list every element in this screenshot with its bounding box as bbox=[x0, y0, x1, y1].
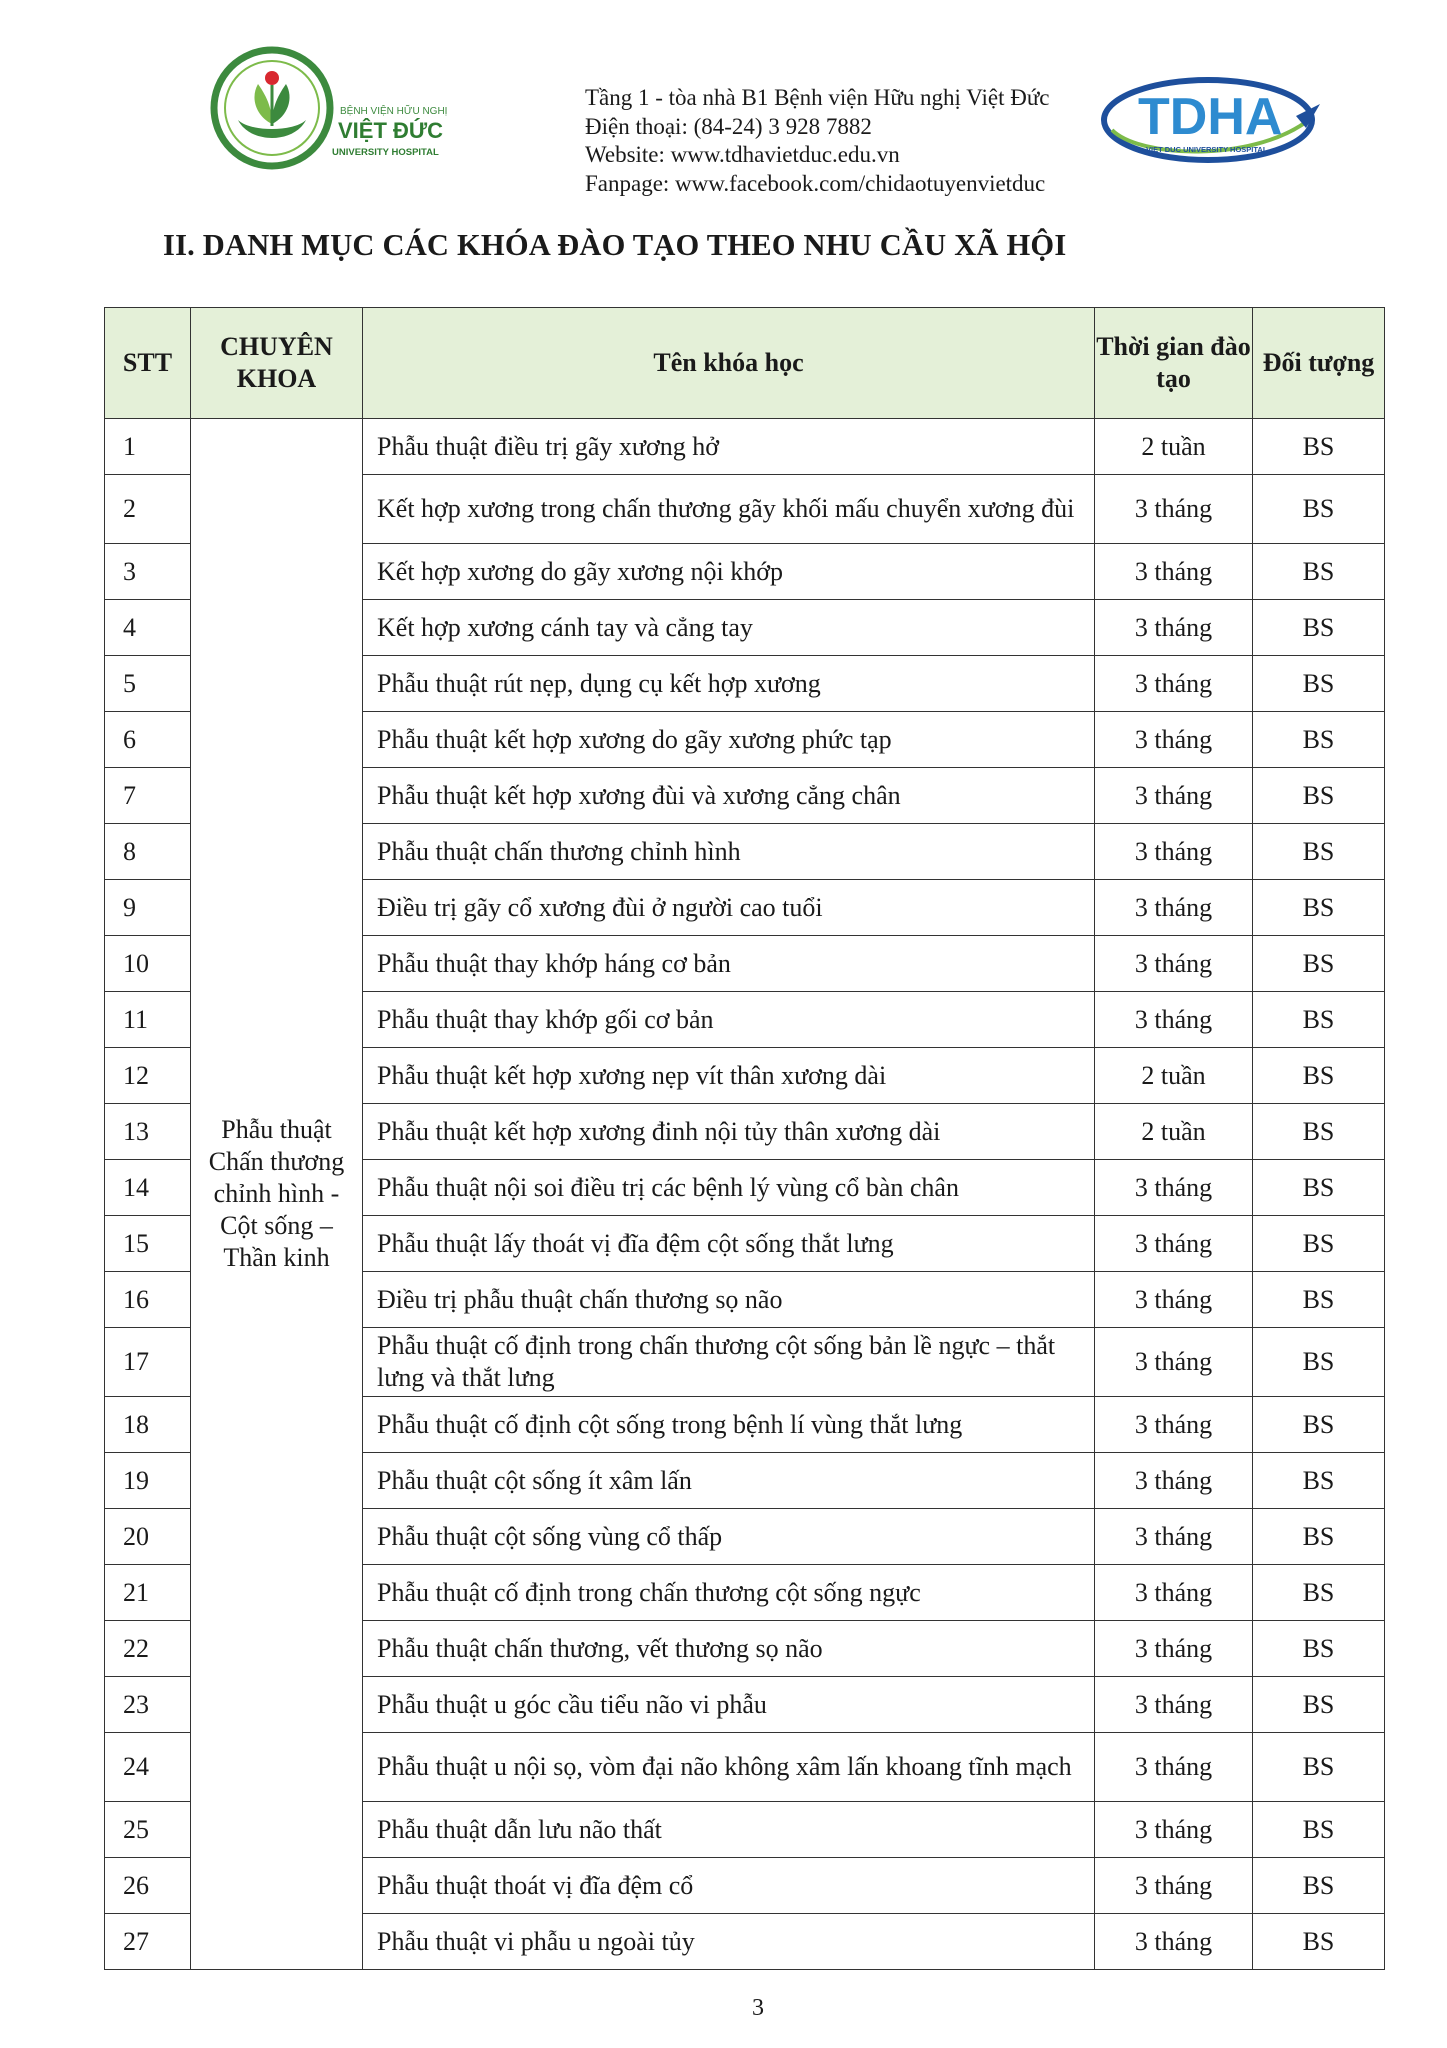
row-course-name: Kết hợp xương trong chấn thương gãy khối mấu chuyển xương đùi bbox=[363, 475, 1095, 544]
contact-info bbox=[585, 84, 1050, 198]
row-target: BS bbox=[1253, 1272, 1385, 1328]
row-course-name: Phẫu thuật kết hợp xương đinh nội tủy thân xương dài bbox=[363, 1104, 1095, 1160]
row-course-name: Phẫu thuật kết hợp xương do gãy xương phức tạp bbox=[363, 712, 1095, 768]
row-duration: 3 tháng bbox=[1095, 1802, 1253, 1858]
row-stt: 12 bbox=[105, 1048, 191, 1104]
row-target: BS bbox=[1253, 1048, 1385, 1104]
row-course-name: Phẫu thuật cố định cột sống trong bệnh lí vùng thắt lưng bbox=[363, 1397, 1095, 1453]
header-target: Đối tượng bbox=[1253, 308, 1385, 419]
row-target: BS bbox=[1253, 1509, 1385, 1565]
row-duration: 3 tháng bbox=[1095, 824, 1253, 880]
row-duration: 3 tháng bbox=[1095, 936, 1253, 992]
row-course-name: Phẫu thuật vi phẫu u ngoài tủy bbox=[363, 1914, 1095, 1970]
row-target: BS bbox=[1253, 992, 1385, 1048]
row-course-name: Phẫu thuật chấn thương, vết thương sọ não bbox=[363, 1621, 1095, 1677]
row-duration: 3 tháng bbox=[1095, 1565, 1253, 1621]
row-duration: 3 tháng bbox=[1095, 1914, 1253, 1970]
row-course-name: Phẫu thuật dẫn lưu não thất bbox=[363, 1802, 1095, 1858]
row-stt: 21 bbox=[105, 1565, 191, 1621]
header-stt: STT bbox=[105, 308, 191, 419]
row-duration: 3 tháng bbox=[1095, 1453, 1253, 1509]
tdha-wordmark: TDHA bbox=[1138, 88, 1283, 146]
row-duration: 2 tuần bbox=[1095, 419, 1253, 475]
row-target: BS bbox=[1253, 768, 1385, 824]
row-target: BS bbox=[1253, 936, 1385, 992]
row-stt: 23 bbox=[105, 1677, 191, 1733]
specialty-cell: Phẫu thuật Chấn thương chỉnh hình - Cột sống – Thần kinh bbox=[191, 419, 363, 1970]
row-duration: 3 tháng bbox=[1095, 475, 1253, 544]
row-duration: 3 tháng bbox=[1095, 600, 1253, 656]
row-duration: 3 tháng bbox=[1095, 768, 1253, 824]
row-target: BS bbox=[1253, 1677, 1385, 1733]
row-course-name: Phẫu thuật u nội sọ, vòm đại não không xâm lấn khoang tĩnh mạch bbox=[363, 1733, 1095, 1802]
table-row bbox=[105, 419, 1385, 475]
row-duration: 2 tuần bbox=[1095, 1048, 1253, 1104]
row-stt: 1 bbox=[105, 419, 191, 475]
row-target: BS bbox=[1253, 1802, 1385, 1858]
table-body bbox=[105, 419, 1385, 1970]
row-target: BS bbox=[1253, 544, 1385, 600]
tdha-subtitle: VIET DUC UNIVERSITY HOSPITAL bbox=[1146, 145, 1268, 154]
section-title: II. DANH MỤC CÁC KHÓA ĐÀO TẠO THEO NHU CẦU XÃ HỘI bbox=[163, 228, 1067, 262]
row-duration: 2 tuần bbox=[1095, 1104, 1253, 1160]
header-duration: Thời gian đào tạo bbox=[1095, 308, 1253, 419]
row-duration: 3 tháng bbox=[1095, 1509, 1253, 1565]
phone-line: Điện thoại: (84-24) 3 928 7882 bbox=[585, 113, 872, 139]
row-duration: 3 tháng bbox=[1095, 1733, 1253, 1802]
row-target: BS bbox=[1253, 1160, 1385, 1216]
logo-caption-top: BỆNH VIỆN HỮU NGHỊ bbox=[340, 106, 448, 117]
row-stt: 26 bbox=[105, 1858, 191, 1914]
row-target: BS bbox=[1253, 1397, 1385, 1453]
row-stt: 19 bbox=[105, 1453, 191, 1509]
row-stt: 13 bbox=[105, 1104, 191, 1160]
viet-duc-hospital-logo bbox=[210, 42, 460, 177]
row-target: BS bbox=[1253, 600, 1385, 656]
row-duration: 3 tháng bbox=[1095, 1397, 1253, 1453]
row-stt: 6 bbox=[105, 712, 191, 768]
logo-caption-main: VIỆT ĐỨC bbox=[338, 118, 444, 143]
row-target: BS bbox=[1253, 1453, 1385, 1509]
row-duration: 3 tháng bbox=[1095, 1677, 1253, 1733]
header-specialty: CHUYÊN KHOA bbox=[191, 308, 363, 419]
row-target: BS bbox=[1253, 712, 1385, 768]
row-duration: 3 tháng bbox=[1095, 1858, 1253, 1914]
row-course-name: Phẫu thuật rút nẹp, dụng cụ kết hợp xương bbox=[363, 656, 1095, 712]
row-stt: 8 bbox=[105, 824, 191, 880]
row-course-name: Phẫu thuật cột sống vùng cổ thấp bbox=[363, 1509, 1095, 1565]
row-course-name: Phẫu thuật cột sống ít xâm lấn bbox=[363, 1453, 1095, 1509]
row-stt: 18 bbox=[105, 1397, 191, 1453]
row-target: BS bbox=[1253, 880, 1385, 936]
row-duration: 3 tháng bbox=[1095, 1621, 1253, 1677]
row-course-name: Phẫu thuật kết hợp xương đùi và xương cẳng chân bbox=[363, 768, 1095, 824]
row-duration: 3 tháng bbox=[1095, 712, 1253, 768]
row-stt: 9 bbox=[105, 880, 191, 936]
row-course-name: Phẫu thuật nội soi điều trị các bệnh lý vùng cổ bàn chân bbox=[363, 1160, 1095, 1216]
row-duration: 3 tháng bbox=[1095, 1160, 1253, 1216]
tdha-logo bbox=[1100, 58, 1322, 168]
row-target: BS bbox=[1253, 1565, 1385, 1621]
row-course-name: Kết hợp xương cánh tay và cẳng tay bbox=[363, 600, 1095, 656]
row-course-name: Phẫu thuật cố định trong chấn thương cột sống ngực bbox=[363, 1565, 1095, 1621]
row-target: BS bbox=[1253, 656, 1385, 712]
row-course-name: Điều trị phẫu thuật chấn thương sọ não bbox=[363, 1272, 1095, 1328]
row-stt: 3 bbox=[105, 544, 191, 600]
row-duration: 3 tháng bbox=[1095, 992, 1253, 1048]
row-stt: 25 bbox=[105, 1802, 191, 1858]
address-line: Tầng 1 - tòa nhà B1 Bệnh viện Hữu nghị Việt Đức bbox=[585, 85, 1050, 110]
row-target: BS bbox=[1253, 1104, 1385, 1160]
row-stt: 17 bbox=[105, 1328, 191, 1397]
row-course-name: Phẫu thuật thay khớp gối cơ bản bbox=[363, 992, 1095, 1048]
row-stt: 24 bbox=[105, 1733, 191, 1802]
row-course-name: Kết hợp xương do gãy xương nội khớp bbox=[363, 544, 1095, 600]
row-stt: 22 bbox=[105, 1621, 191, 1677]
row-course-name: Điều trị gãy cổ xương đùi ở người cao tuổi bbox=[363, 880, 1095, 936]
row-stt: 4 bbox=[105, 600, 191, 656]
row-course-name: Phẫu thuật thay khớp háng cơ bản bbox=[363, 936, 1095, 992]
table-header-row bbox=[105, 308, 1385, 419]
row-stt: 16 bbox=[105, 1272, 191, 1328]
row-stt: 5 bbox=[105, 656, 191, 712]
row-target: BS bbox=[1253, 1621, 1385, 1677]
row-course-name: Phẫu thuật kết hợp xương nẹp vít thân xương dài bbox=[363, 1048, 1095, 1104]
logo-caption-bottom: UNIVERSITY HOSPITAL bbox=[332, 147, 439, 158]
row-course-name: Phẫu thuật cố định trong chấn thương cột sống bản lề ngực – thắt lưng và thắt lưng bbox=[363, 1328, 1095, 1397]
row-duration: 3 tháng bbox=[1095, 880, 1253, 936]
row-target: BS bbox=[1253, 1733, 1385, 1802]
row-stt: 27 bbox=[105, 1914, 191, 1970]
row-course-name: Phẫu thuật u góc cầu tiểu não vi phẫu bbox=[363, 1677, 1095, 1733]
row-target: BS bbox=[1253, 1858, 1385, 1914]
row-stt: 20 bbox=[105, 1509, 191, 1565]
row-stt: 11 bbox=[105, 992, 191, 1048]
row-target: BS bbox=[1253, 475, 1385, 544]
row-stt: 10 bbox=[105, 936, 191, 992]
website-line[interactable]: Website: www.tdhavietduc.edu.vn bbox=[585, 142, 900, 167]
row-stt: 2 bbox=[105, 475, 191, 544]
row-duration: 3 tháng bbox=[1095, 1272, 1253, 1328]
row-stt: 7 bbox=[105, 768, 191, 824]
row-target: BS bbox=[1253, 419, 1385, 475]
row-target: BS bbox=[1253, 1328, 1385, 1397]
row-course-name: Phẫu thuật điều trị gãy xương hở bbox=[363, 419, 1095, 475]
row-duration: 3 tháng bbox=[1095, 1328, 1253, 1397]
row-target: BS bbox=[1253, 1914, 1385, 1970]
row-course-name: Phẫu thuật thoát vị đĩa đệm cổ bbox=[363, 1858, 1095, 1914]
row-target: BS bbox=[1253, 1216, 1385, 1272]
row-stt: 14 bbox=[105, 1160, 191, 1216]
row-target: BS bbox=[1253, 824, 1385, 880]
fanpage-line[interactable]: Fanpage: www.facebook.com/chidaotuyenvietduc bbox=[585, 170, 1046, 196]
page-number: 3 bbox=[752, 1995, 764, 2021]
row-duration: 3 tháng bbox=[1095, 1216, 1253, 1272]
row-course-name: Phẫu thuật chấn thương chỉnh hình bbox=[363, 824, 1095, 880]
row-duration: 3 tháng bbox=[1095, 656, 1253, 712]
row-course-name: Phẫu thuật lấy thoát vị đĩa đệm cột sống thắt lưng bbox=[363, 1216, 1095, 1272]
row-stt: 15 bbox=[105, 1216, 191, 1272]
row-duration: 3 tháng bbox=[1095, 544, 1253, 600]
courses-table bbox=[104, 307, 1385, 1970]
header-course-name: Tên khóa học bbox=[363, 308, 1095, 419]
